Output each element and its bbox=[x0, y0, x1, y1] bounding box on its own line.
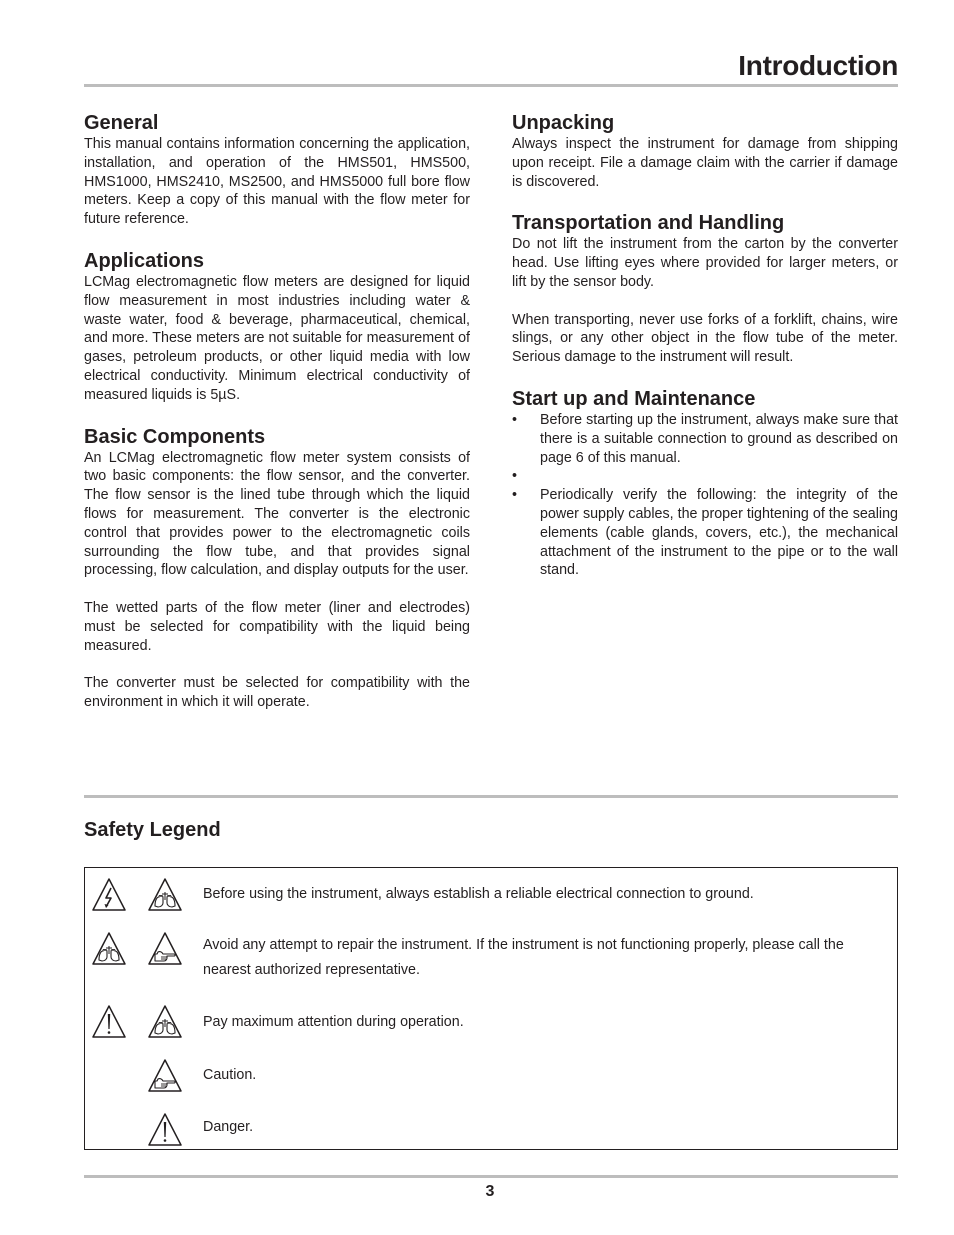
electrical-hazard-icon bbox=[90, 876, 128, 914]
list-item: • Periodically verify the following: the integrity of the power supply cables, the proper tightening of the sealing elements (cable glands, covers, etc.), the mechanical attachment of the instrument to the pipe or to the wall stand. bbox=[512, 486, 898, 580]
footer-rule bbox=[84, 1175, 898, 1178]
safety-legend-heading: Safety Legend bbox=[84, 819, 221, 841]
exclamation-warning-icon bbox=[90, 1003, 128, 1041]
legend-text: Avoid any attempt to repair the instrument. If the instrument is not functioning properly, please call the nearest authorized representative. bbox=[203, 937, 844, 978]
basic-components-paragraph: The wetted parts of the flow meter (liner and electrodes) must be selected for compatibility with the liquid being measured. bbox=[84, 599, 470, 654]
applications-body: LCMag electromagnetic flow meters are designed for liquid flow measurement in most industries including water & waste water, food & beverage, pharmaceutical, chemical, and more. These meters are not suitable for measurement of gases, petroleum products, or other liquid media with low electrical conductivity. Minimum electrical conductivity of measured liquids is 5µS. bbox=[84, 273, 470, 403]
general-body: This manual contains information concerning the application, installation, and operation of the HMS501, HMS500, HMS1000, HMS2410, MS2500, and HMS5000 full bore flow meters. Keep a copy of this manual with the flow meter for future reference. bbox=[84, 136, 470, 228]
transportation-paragraph: Do not lift the instrument from the carton by the converter head. Use lifting eyes where provided for larger meters, or lift by the sensor body. bbox=[512, 236, 898, 290]
basic-components-paragraph: The converter must be selected for compatibility with the environment in which it will operate. bbox=[84, 675, 470, 710]
unpacking-body: Always inspect the instrument for damage from shipping upon receipt. File a damage claim with the carrier if damage is discovered. bbox=[512, 136, 898, 190]
applications-heading: Applications bbox=[84, 249, 205, 272]
unpacking-section bbox=[512, 111, 898, 191]
hands-warning-icon bbox=[146, 1003, 184, 1041]
right-column bbox=[512, 111, 898, 580]
exclamation-warning-icon bbox=[146, 1111, 184, 1149]
page-number: 3 bbox=[485, 1183, 495, 1200]
transportation-paragraph: When transporting, never use forks of a forklift, chains, wire slings, or any other object in the flow tube of the meter. Serious damage to the instrument will result. bbox=[512, 311, 898, 366]
startup-bullet-list bbox=[512, 411, 898, 580]
hands-warning-icon bbox=[90, 930, 128, 968]
basic-components-heading: Basic Components bbox=[84, 425, 266, 448]
general-heading: General bbox=[84, 112, 159, 134]
page-title: Introduction bbox=[738, 50, 898, 81]
unpacking-heading: Unpacking bbox=[512, 112, 615, 134]
basic-components-section bbox=[84, 425, 470, 712]
legend-text: Danger. bbox=[203, 1119, 254, 1135]
section-rule bbox=[84, 795, 898, 798]
startup-heading: Start up and Maintenance bbox=[512, 387, 756, 410]
safety-legend-table bbox=[84, 867, 898, 1150]
legend-text: Pay maximum attention during operation. bbox=[203, 1014, 464, 1030]
basic-components-paragraph: An LCMag electromagnetic flow meter system consists of two basic components: the flow sensor, and the converter. The flow sensor is the lined tube through which the liquid flows for measurement. The converter is the electronic control that provides power to the electromagnetic coils surrounding the flow tube, and that provides signal processing, flow calculation, and display outputs for the user. bbox=[84, 449, 470, 579]
transportation-heading: Transportation and Handling bbox=[512, 212, 785, 235]
pointing-hand-warning-icon bbox=[146, 930, 184, 968]
list-item: • Before starting up the instrument, always make sure that there is a suitable connection to ground as described on page 6 of this manual. bbox=[512, 411, 898, 467]
startup-section bbox=[512, 387, 898, 580]
transportation-section bbox=[512, 211, 898, 367]
left-column bbox=[84, 111, 470, 712]
legend-text: Before using the instrument, always establish a reliable electrical connection to ground. bbox=[203, 886, 754, 902]
applications-section bbox=[84, 249, 470, 405]
hands-warning-icon bbox=[146, 876, 184, 914]
pointing-hand-warning-icon bbox=[146, 1057, 184, 1095]
header-rule bbox=[84, 84, 898, 87]
legend-text: Caution. bbox=[203, 1067, 257, 1083]
general-section bbox=[84, 111, 470, 229]
